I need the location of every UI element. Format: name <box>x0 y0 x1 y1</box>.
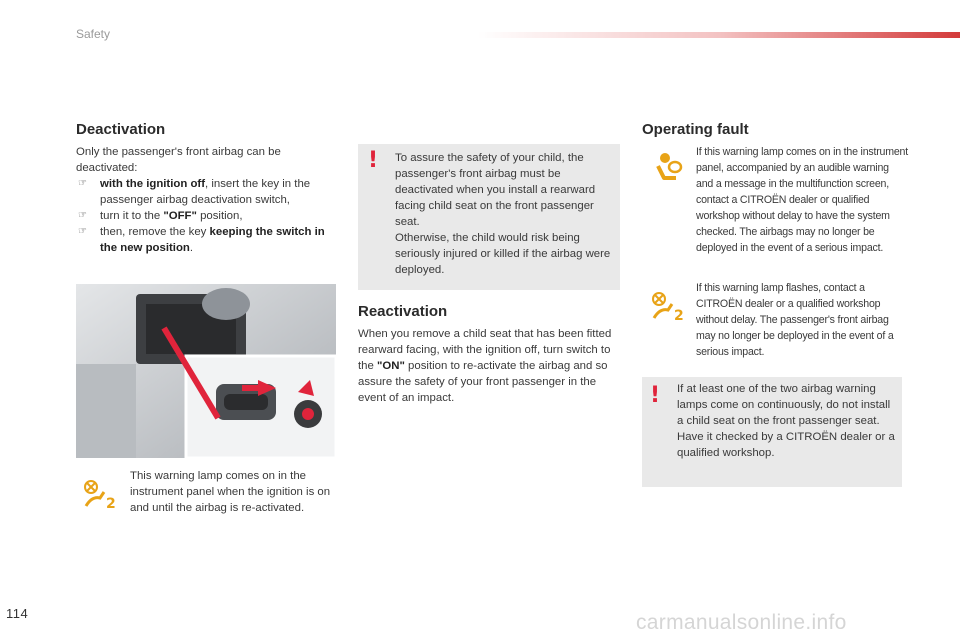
arrow-icon: ☞ <box>78 210 87 221</box>
warning-exclamation-icon: ! <box>650 383 661 408</box>
reactivation-text: When you remove a child seat that has been fitted rearward facing, with the ignition off, turn switch to the "ON" position to re-activate the airbag and so assure the safety of your front passenger in the event of an impact. <box>358 328 612 404</box>
arrow-icon: ☞ <box>78 226 87 237</box>
deactivation-steps <box>76 176 338 256</box>
reactivation-title: Reactivation <box>358 303 448 320</box>
warning-box-1-text: To assure the safety of your child, the passenger's front airbag must be deactivated when you install a rearward facing child seat on the front passenger seat. Otherwise, the child would risk being seriously injured or killed if the airbag were deployed. <box>395 152 611 276</box>
warning-box-2-text: If at least one of the two airbag warning lamps come on continuously, do not install a child seat on the front passenger seat. Have it checked by a CITROËN dealer or a qualified workshop. <box>677 383 895 459</box>
step-item: ☞ turn it to the "OFF" position, <box>78 210 243 222</box>
section-header: Safety <box>76 27 111 41</box>
glovebox-switch-photo <box>76 284 336 458</box>
watermark: carmanualsonline.info <box>636 611 847 634</box>
airbag-off-lamp-icon-flash <box>650 290 686 327</box>
glovebox-illustration <box>76 284 336 458</box>
step-item: ☞ with the ignition off, insert the key in the passenger airbag deactivation switch, <box>78 178 311 206</box>
arrow-icon: ☞ <box>78 178 87 189</box>
deactivation-title: Deactivation <box>76 121 166 138</box>
airbag-off-lamp-icon <box>82 478 118 515</box>
svg-text:2: 2 <box>674 308 684 322</box>
operating-fault-title: Operating fault <box>642 121 749 138</box>
svg-text:2: 2 <box>106 496 116 510</box>
step-item: ☞ then, remove the key keeping the switch in the new position. <box>78 226 325 254</box>
deactivation-intro: Only the passenger's front airbag can be deactivated: <box>76 146 281 174</box>
warning-box-lamps <box>642 377 902 487</box>
page-number: 114 <box>6 606 29 621</box>
warning-exclamation-icon: ! <box>368 148 379 173</box>
warning-box-child-safety <box>358 144 620 290</box>
lamp-text-deactivation: This warning lamp comes on in the instrument panel when the ignition is on and until the airbag is re-activated. <box>130 470 331 514</box>
fault-item-1-text: If this warning lamp comes on in the instrument panel, accompanied by an audible warning and a message in the multifunction screen, contact a CITROËN dealer or qualified workshop without delay to have the system checked. The airbags may no longer be deployed in the event of a serious impact. <box>696 146 908 254</box>
deactivation-text <box>76 144 338 256</box>
header-gradient-bar <box>478 32 960 38</box>
fault-item-2-text: If this warning lamp flashes, contact a CITROËN dealer or a qualified workshop without delay. The passenger's front airbag may no longer be deployed in the event of a serious impact. <box>696 282 894 358</box>
airbag-fault-lamp-icon <box>648 152 684 193</box>
